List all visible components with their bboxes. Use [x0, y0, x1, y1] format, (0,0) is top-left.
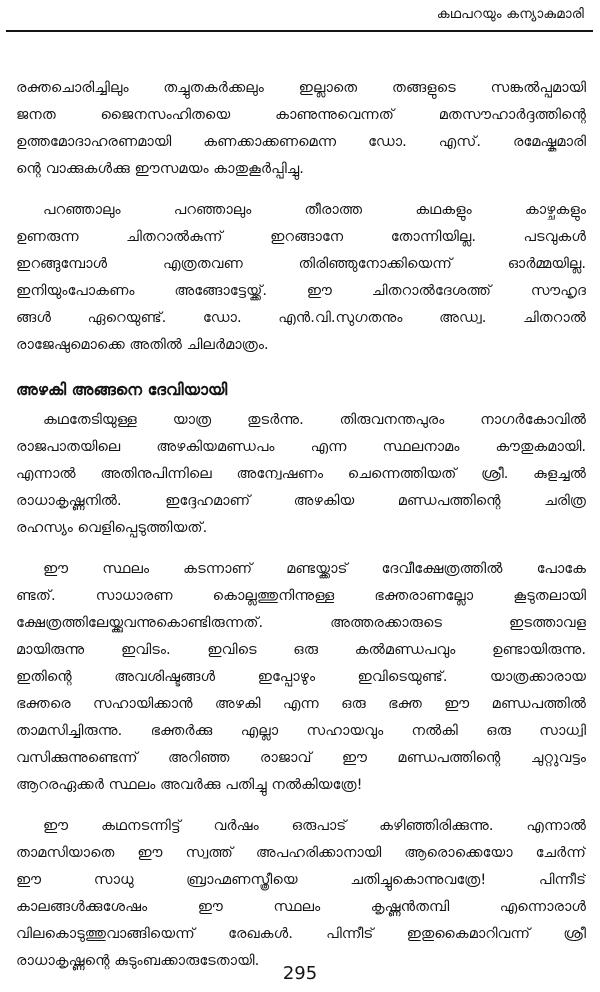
paragraph-3	[16, 406, 586, 541]
text-line: മായിരുന്നു ഇവിടം. ഇവിടെ ഒരു കൽമണ്ഡപവും ഉണ്ടായിരുന്നു.	[16, 641, 586, 658]
page-number: 295	[282, 963, 318, 984]
text-line: ഈ കഥനടന്നിട്ട് വർഷം ഒരുപാട് കഴിഞ്ഞിരിക്കുന്നു. എന്നാൽ	[43, 817, 586, 834]
text-line: ജനത ജൈനസംഹിതയെ കാണുന്നുവെന്നത് മതസൗഹാർദ്ദത്തിന്റെ	[16, 106, 586, 123]
text-line: ക്ഷേത്രത്തിലേയ്ക്കുവന്നുകൊണ്ടിരുന്നത്. അത്തരക്കാരുടെ ഇടത്താവള	[16, 614, 586, 631]
text-line: ഭക്തരെ സഹായിക്കാൻ അഴകി എന്ന ഒരു ഭക്ത ഈ മണ്ഡപത്തിൽ	[16, 695, 586, 712]
paragraph-4	[16, 555, 586, 798]
text-line: ഈ സാധു ബ്രാഹ്മണസ്ത്രീയെ ചതിച്ചുകൊന്നുവത്രേ! പിന്നീട്	[16, 871, 586, 888]
text-line: പറഞ്ഞാലും പറഞ്ഞാലും തീരാത്ത കഥകളും കാഴ്ചകളും	[43, 201, 586, 218]
page-body	[16, 74, 586, 974]
text-line: ഇതിന്റെ അവശിഷ്ടങ്ങൾ ഇപ്പോഴും ഇവിടെയുണ്ട്. യാത്രക്കാരായ	[16, 668, 586, 685]
text-line: ഉണരുന്ന ചിതറാൽകുന്ന് ഇറങ്ങാനേ തോന്നിയില്ല. പടവുകൾ	[16, 228, 586, 245]
text-line: ന്റെ വാക്കുകൾക്കു ഈസമയം കാതുകൂർപ്പിച്ചു.	[16, 160, 304, 177]
text-line: കഥതേടിയുള്ള യാത്ര തുടർന്നു. തിരുവനന്തപുരം നാഗർകോവിൽ	[43, 411, 586, 428]
text-line: രാധാകൃഷ്ണനിൽ. ഇദ്ദേഹമാണ് അഴകിയ മണ്ഡപത്തിന്റെ ചരിത്ര	[16, 492, 586, 509]
text-line: താമസിയാതെ ഈ സ്വത്ത് അപഹരിക്കാനായി ആരൊക്കെയോ ചേർന്ന്	[16, 844, 586, 861]
text-line: രാധാകൃഷ്ണന്റെ കുടുംബക്കാരുടേതായി.	[16, 952, 260, 969]
paragraph-1	[16, 74, 586, 182]
text-line: ഉത്തമോദാഹരണമായി കണക്കാക്കണമെന്ന ഡോ. എസ്. രമേഷ്കുമാരി	[16, 133, 586, 150]
text-line: രക്തചൊരിച്ചിലും തച്ചുതകർക്കലും ഇല്ലാതെ തങ്ങളുടെ സങ്കൽപ്പമായി	[16, 79, 586, 96]
text-line: ഇനിയുംപോകണം അങ്ങോട്ടേയ്ക്ക്. ഈ ചിതറാൽദേശത്ത് സൗഹൃദ	[16, 282, 586, 299]
text-line: വസിക്കുന്നുണ്ടെന്ന് അറിഞ്ഞ രാജാവ് ഈ മണ്ഡപത്തിന്റെ ചുറ്റുവട്ടം	[16, 749, 586, 766]
header-rule	[6, 30, 593, 32]
paragraph-5	[16, 812, 586, 974]
text-line: രാജപാതയിലെ അഴകിയമണ്ഡപം എന്ന സ്ഥലനാമം കൗതുകമായി.	[16, 438, 586, 455]
text-line: എന്നാൽ അതിനുപിന്നിലെ അന്വേഷണം ചെന്നെത്തിയത് ശ്രീ. കുളച്ചൽ	[16, 465, 586, 482]
text-line: താമസിച്ചിരുന്നു. ഭക്തർക്കു എല്ലാ സഹായവും നൽകി ഒരു സാധ്വി	[16, 722, 586, 739]
text-line: രഹസ്യം വെളിപ്പെടുത്തിയത്.	[16, 519, 208, 536]
running-header: കഥപറയും കന്യാകുമാരി	[436, 6, 584, 22]
paragraph-2	[16, 196, 586, 358]
section-heading: അഴകി അങ്ങനെ ദേവിയായി	[16, 380, 228, 399]
text-line: രാജേഷുമൊക്കെ അതിൽ ചിലർമാത്രം.	[16, 336, 269, 353]
text-line: കാലങ്ങൾക്കുശേഷം ഈ സ്ഥലം കൃഷ്ണൻതമ്പി എന്നൊരാൾ	[16, 898, 586, 915]
text-line: ണ്ടത്. സാധാരണ കൊല്ലത്തുനിന്നുള്ള ഭക്തരാണല്ലോ കൂടുതലായി	[16, 587, 586, 604]
text-line: വിലകൊടുത്തുവാങ്ങിയെന്ന് രേഖകൾ. പിന്നീട് ഇതുകൈമാറിവന്ന് ശ്രീ	[16, 925, 586, 942]
text-line: ഇറങ്ങുമ്പോൾ എത്രതവണ തിരിഞ്ഞുനോക്കിയെന്ന് ഓർമ്മയില്ല.	[16, 255, 586, 272]
text-line: ആറരഏക്കർ സ്ഥലം അവർക്കു പതിച്ചു നൽകിയത്രേ!	[16, 776, 363, 793]
text-line: ങ്ങൾ ഏറെയുണ്ട്. ഡോ. എൻ.വി.സുഗതനും അഡ്വ. ചിതറാൽ	[16, 309, 586, 326]
text-line: ഈ സ്ഥലം കടന്നാണ് മണ്ടയ്ക്കാട് ദേവീക്ഷേത്രത്തിൽ പോകേ	[43, 560, 586, 577]
